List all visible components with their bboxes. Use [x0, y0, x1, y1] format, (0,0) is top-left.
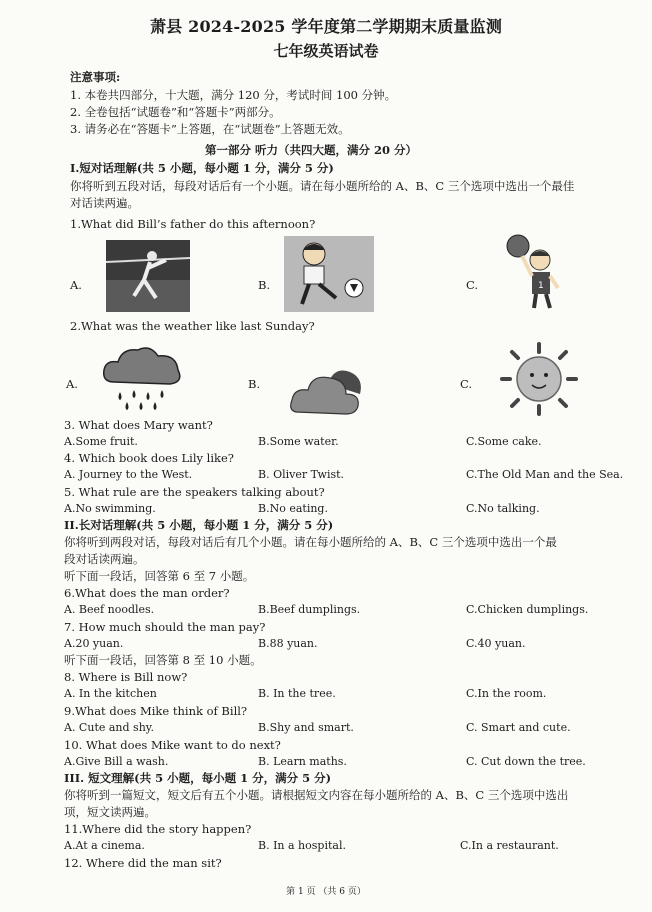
section1-instr-2: 对话读两遍。	[70, 196, 139, 210]
section3-title: III. 短文理解(共 5 小题，每小题 1 分，满分 5 分)	[64, 771, 332, 785]
section1-instr-1: 你将听到五段对话，每段对话后有一个小题。请在每小题所给的 A、B、C 三个选项中选出一个最佳	[70, 179, 575, 193]
q8-option-a: A. In the kitchen	[64, 687, 157, 700]
q8-option-c: C.In the room.	[466, 687, 547, 700]
rain-cloud-icon	[100, 342, 186, 414]
section2-instr-1: 你将听到两段对话，每段对话后有几个小题。请在每小题所给的 A、B、C 三个选项中选出一个最	[64, 535, 557, 549]
soccer-boy-image	[284, 236, 374, 312]
question-6: 6.What does the man order?	[64, 586, 230, 600]
cloudy-icon	[288, 362, 366, 418]
q6-option-a: A. Beef noodles.	[64, 603, 155, 616]
section2-title: II.长对话理解(共 5 小题，每小题 1 分，满分 5 分)	[64, 518, 334, 532]
q4-option-c: C.The Old Man and the Sea.	[466, 468, 624, 481]
svg-text:1: 1	[538, 281, 544, 291]
question-1: 1.What did Bill’s father do this afternoon?	[70, 217, 316, 231]
question-4: 4. Which book does Lily like?	[64, 451, 234, 465]
q11-option-b: B. In a hospital.	[258, 839, 346, 852]
q1-label-c: C.	[466, 278, 479, 292]
q6-option-c: C.Chicken dumplings.	[466, 603, 589, 616]
q3-option-a: A.Some fruit.	[64, 435, 138, 448]
question-2: 2.What was the weather like last Sunday?	[70, 319, 315, 333]
section2-lead-2: 听下面一段话，回答第 8 至 10 小题。	[64, 653, 262, 667]
q11-option-a: A.At a cinema.	[64, 839, 145, 852]
note-1: 1. 本卷共四部分，十大题，满分 120 分，考试时间 100 分钟。	[70, 88, 397, 102]
q3-option-c: C.Some cake.	[466, 435, 542, 448]
badminton-player-image	[106, 240, 190, 312]
question-8: 8. Where is Bill now?	[64, 670, 188, 684]
q10-option-b: B. Learn maths.	[258, 755, 347, 768]
q2-label-a: A.	[66, 377, 78, 391]
question-3: 3. What does Mary want?	[64, 418, 213, 432]
section3-instr-1: 你将听到一篇短文，短文后有五个小题。请根据短文内容在每小题所给的 A、B、C 三个选项中选出	[64, 788, 569, 802]
section3-instr-2: 项，短文读两遍。	[64, 805, 156, 819]
sun-icon	[496, 340, 582, 418]
question-10: 10. What does Mike want to do next?	[64, 738, 281, 752]
q4-option-b: B. Oliver Twist.	[258, 468, 345, 481]
q7-option-b: B.88 yuan.	[258, 637, 318, 650]
question-12: 12. Where did the man sit?	[64, 856, 222, 870]
q2-label-c: C.	[460, 377, 473, 391]
question-9: 9.What does Mike think of Bill?	[64, 704, 248, 718]
q9-option-b: B.Shy and smart.	[258, 721, 354, 734]
q3-option-b: B.Some water.	[258, 435, 339, 448]
q7-option-c: C.40 yuan.	[466, 637, 526, 650]
q9-option-a: A. Cute and shy.	[64, 721, 155, 734]
q10-option-a: A.Give Bill a wash.	[64, 755, 169, 768]
q7-option-a: A.20 yuan.	[64, 637, 124, 650]
q5-option-a: A.No swimming.	[64, 502, 156, 515]
q5-option-b: B.No eating.	[258, 502, 328, 515]
notes-heading: 注意事项:	[70, 70, 121, 84]
exam-title: 萧县 2024-2025 学年度第二学期期末质量监测	[149, 17, 503, 36]
note-2: 2. 全卷包括“试题卷”和“答题卡”两部分。	[70, 105, 281, 119]
q5-option-c: C.No talking.	[466, 502, 540, 515]
q8-option-b: B. In the tree.	[258, 687, 336, 700]
q4-option-a: A. Journey to the West.	[64, 468, 193, 481]
section2-instr-2: 段对话读两遍。	[64, 552, 145, 566]
q1-label-b: B.	[258, 278, 271, 292]
q10-option-c: C. Cut down the tree.	[466, 755, 586, 768]
exam-subtitle: 七年级英语试卷	[273, 42, 379, 60]
q1-label-a: A.	[70, 278, 82, 292]
page-footer: 第 1 页 （共 6 页）	[286, 887, 366, 897]
q9-option-c: C. Smart and cute.	[466, 721, 571, 734]
section2-lead-1: 听下面一段话，回答第 6 至 7 小题。	[64, 569, 255, 583]
q2-label-b: B.	[248, 377, 261, 391]
basketball-boy-image	[496, 234, 570, 312]
section1-title: I.短对话理解(共 5 小题，每小题 1 分，满分 5 分)	[70, 161, 334, 175]
question-7: 7. How much should the man pay?	[64, 620, 266, 634]
note-3: 3. 请务必在“答题卡”上答题，在“试题卷”上答题无效。	[70, 122, 350, 136]
q6-option-b: B.Beef dumplings.	[258, 603, 361, 616]
question-11: 11.Where did the story happen?	[64, 822, 252, 836]
q11-option-c: C.In a restaurant.	[460, 839, 559, 852]
part1-title: 第一部分 听力（共四大题，满分 20 分）	[205, 143, 418, 157]
question-5: 5. What rule are the speakers talking about?	[64, 485, 325, 499]
